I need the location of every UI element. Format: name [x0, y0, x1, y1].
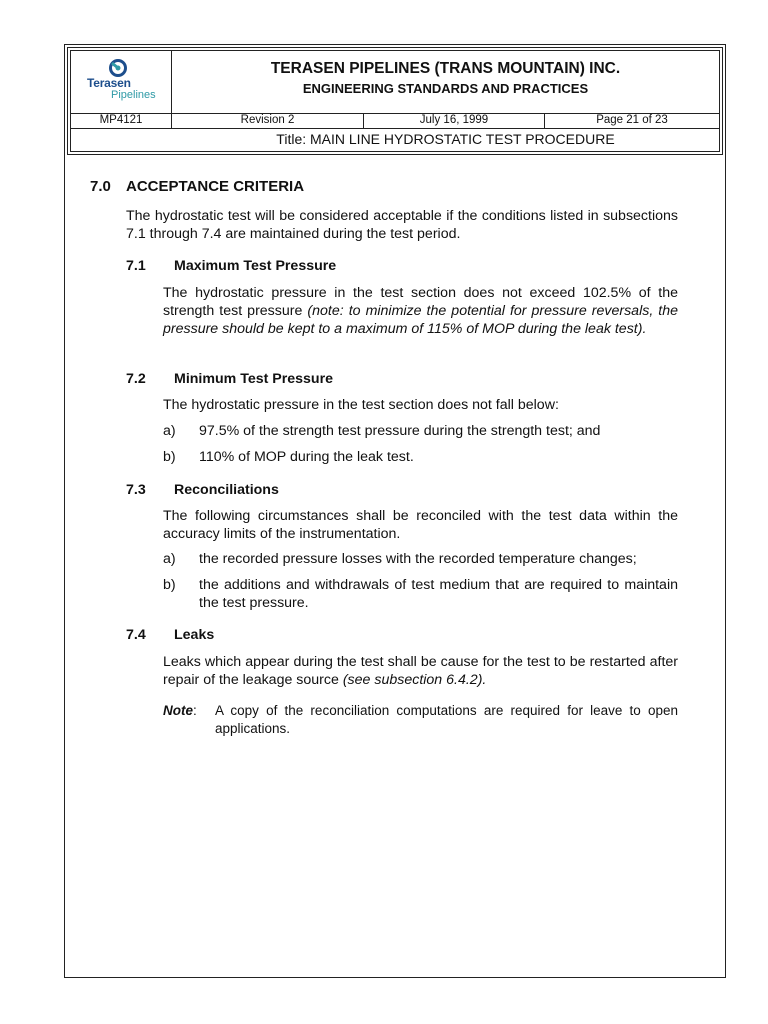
note-label: Note	[163, 703, 193, 718]
section-intro: The hydrostatic test will be considered acceptable if the conditions listed in subsections 7.1 through 7.4 are maintained during the test period.	[126, 208, 678, 242]
revision: Revision 2	[172, 113, 364, 128]
subsection-title: Reconciliations	[174, 482, 279, 498]
doc-number: MP4121	[71, 113, 172, 128]
logo-text-terasen: Terasen	[87, 76, 131, 90]
list-item	[163, 422, 678, 440]
list-item	[163, 448, 678, 466]
issue-date: July 16, 1999	[364, 113, 545, 128]
list-item	[163, 550, 678, 568]
subsection-number: 7.2	[126, 371, 146, 387]
list-marker: b)	[163, 577, 176, 593]
section-heading	[90, 178, 304, 196]
subsection-heading-7-4	[126, 626, 214, 644]
paragraph-text: The hydrostatic pressure in the test section does not exceed 102.5% of the strength test pressure	[163, 285, 678, 319]
subsection-title: Minimum Test Pressure	[174, 371, 333, 387]
paragraph-7-2: The hydrostatic pressure in the test section does not fall below:	[163, 397, 559, 413]
department-name: ENGINEERING STANDARDS AND PRACTICES	[302, 81, 589, 96]
note-block	[163, 702, 678, 738]
logo-text-pipelines: Pipelines	[111, 89, 156, 101]
paragraph-7-1	[163, 284, 678, 338]
paragraph-note: (note: to minimize the potential for pressure reversals, the pressure should be kept to a maximum of 115% of MOP during the leak test).	[163, 303, 679, 337]
section-number: 7.0	[90, 178, 111, 195]
subsection-number: 7.4	[126, 627, 146, 643]
paragraph-7-4	[163, 653, 678, 689]
paragraph-text: Leaks which appear during the test shall be cause for the test to be restarted after repair of the leakage source	[163, 654, 678, 688]
cross-reference: (see subsection 6.4.2).	[342, 672, 487, 688]
note-text: A copy of the reconciliation computations are required for leave to open applications.	[215, 703, 678, 736]
note-colon: :	[193, 703, 197, 718]
company-name: TERASEN PIPELINES (TRANS MOUNTAIN) INC.	[270, 60, 621, 77]
subsection-title: Leaks	[174, 627, 215, 643]
list-marker: b)	[163, 449, 176, 465]
subsection-heading-7-2	[126, 370, 333, 388]
list-text: 110% of MOP during the leak test.	[199, 449, 414, 465]
paragraph-7-3: The following circumstances shall be reconciled with the test data within the accuracy limits of the instrumentation.	[163, 508, 678, 542]
list-item	[163, 576, 678, 612]
list-text: the recorded pressure losses with the recorded temperature changes;	[199, 551, 637, 567]
list-text: the additions and withdrawals of test medium that are required to maintain the test pressure.	[199, 577, 678, 611]
document-title: Title: MAIN LINE HYDROSTATIC TEST PROCEDURE	[276, 131, 615, 147]
subsection-heading-7-1	[126, 257, 336, 275]
subsection-title: Maximum Test Pressure	[174, 258, 337, 274]
list-text: 97.5% of the strength test pressure during the strength test; and	[199, 423, 601, 439]
section-title: ACCEPTANCE CRITERIA	[126, 178, 305, 195]
list-marker: a)	[163, 423, 176, 439]
subsection-heading-7-3	[126, 481, 279, 499]
list-marker: a)	[163, 551, 176, 567]
subsection-number: 7.3	[126, 482, 146, 498]
page-number: Page 21 of 23	[596, 114, 668, 126]
subsection-number: 7.1	[126, 258, 146, 274]
